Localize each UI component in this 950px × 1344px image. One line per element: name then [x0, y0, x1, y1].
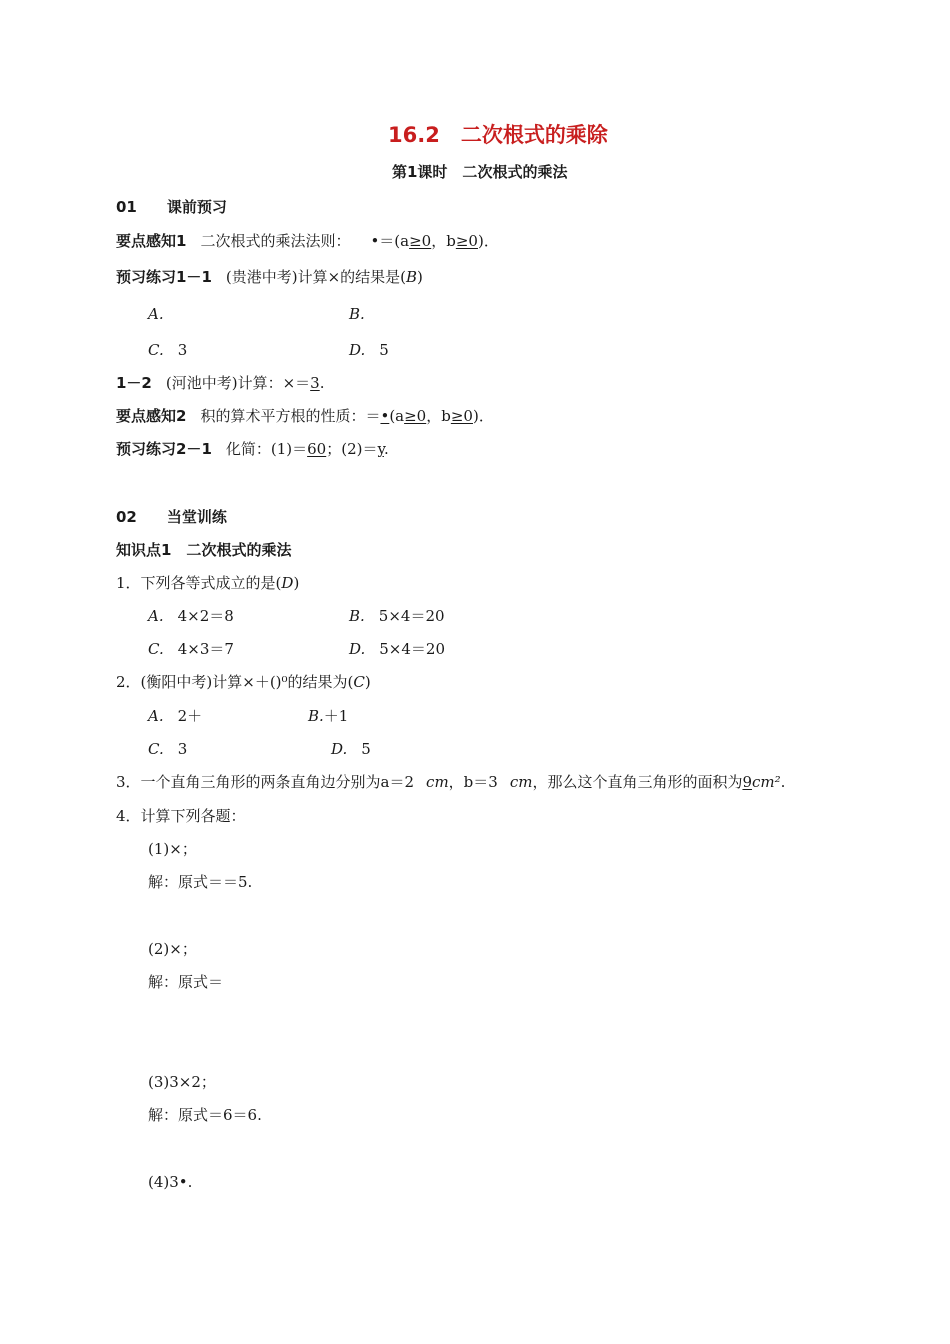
question-stem: 1．下列各等式成立的是(	[116, 574, 282, 592]
exercise-label: 预习练习1－1	[116, 268, 212, 286]
period: .	[383, 440, 389, 458]
option-letter: B.	[349, 607, 365, 625]
option-d	[349, 340, 389, 360]
option-value: 5	[379, 341, 389, 359]
formula-end: (a	[389, 407, 405, 425]
option-b	[308, 706, 348, 726]
condition-b: ≥0	[450, 407, 473, 425]
option-c	[148, 639, 234, 659]
condition-b: ≥0	[455, 232, 478, 250]
answer: C	[353, 673, 365, 691]
section-title: 课前预习	[166, 198, 227, 216]
key-point-text: 积的算术平方根的性质：＝	[200, 407, 381, 425]
sub-problem-3: (3)3×2；	[148, 1073, 216, 1091]
option-a: A.	[148, 305, 164, 323]
exercise-label: 1－2	[116, 374, 152, 392]
option-letter: A.	[148, 707, 164, 725]
key-point-2	[116, 406, 494, 426]
page-subtitle: 第1课时 二次根式的乘法	[392, 163, 568, 181]
option-value: 3	[177, 740, 188, 758]
page-title: 16.2 二次根式的乘除	[388, 123, 608, 147]
option-b: B.	[349, 305, 365, 323]
option-d	[331, 739, 371, 759]
option-letter: D.	[349, 341, 366, 359]
formula-mid: ，b	[431, 232, 456, 250]
sub-problem-2: (2)×；	[148, 940, 197, 958]
question-4: 4．计算下列各题：	[116, 807, 246, 825]
exercise-2-1	[116, 439, 389, 459]
paren-close: )	[364, 673, 371, 691]
formula: •	[380, 407, 390, 425]
sub-problem-1: (1)×；	[148, 840, 197, 858]
exercise-label: 预习练习2－1	[116, 440, 212, 458]
option-c	[148, 340, 187, 360]
period: .	[319, 374, 325, 392]
condition-a: ≥0	[404, 407, 427, 425]
question-tail: ，那么这个直角三角形的面积为	[532, 773, 743, 791]
option-d	[349, 639, 445, 659]
option-letter: C.	[148, 640, 164, 658]
solution-3: 解：原式＝6＝6.	[148, 1106, 262, 1124]
answer: 3	[310, 374, 320, 392]
exercise-1-2	[116, 373, 324, 393]
option-value: 4×2＝8	[177, 607, 234, 625]
option-letter: A.	[148, 607, 164, 625]
question-stem: 2．(衡阳中考)计算×＋()⁰的结果为(	[116, 673, 354, 691]
option-value: 5	[361, 740, 371, 758]
condition-a: ≥0	[409, 232, 432, 250]
question-1	[116, 573, 299, 593]
key-point-1	[116, 231, 499, 251]
formula-mid: ，b	[426, 407, 451, 425]
exercise-mid: ；(2)＝	[326, 440, 378, 458]
option-letter: C.	[148, 740, 164, 758]
paren-close: )	[293, 574, 300, 592]
solution-1: 解：原式＝＝5.	[148, 873, 253, 891]
unit: cm²	[752, 773, 781, 791]
answer-1: 60	[307, 440, 327, 458]
question-mid: ，b＝3	[448, 773, 498, 791]
section-heading-training	[116, 507, 227, 527]
option-letter: C.	[148, 341, 164, 359]
formula: •＝(a	[370, 232, 410, 250]
option-value: 2＋	[177, 707, 203, 725]
unit: cm	[509, 773, 533, 791]
question-3	[116, 772, 785, 792]
answer: B	[406, 268, 418, 286]
exercise-text: (河池中考)计算：×＝	[165, 374, 311, 392]
solution-2: 解：原式＝	[148, 973, 224, 991]
question-2	[116, 672, 371, 692]
option-value: ＋1	[323, 707, 349, 725]
knowledge-point-heading: 知识点1 二次根式的乘法	[116, 541, 292, 559]
sub-problem-4: (4)3•.	[148, 1173, 193, 1191]
period: .	[780, 773, 786, 791]
exercise-1-1	[116, 267, 423, 287]
section-heading-preview	[116, 197, 227, 217]
formula-end: )．	[477, 232, 499, 250]
exercise-text: (贵港中考)计算×的结果是(	[225, 268, 407, 286]
option-c	[148, 739, 187, 759]
option-value: 5×4＝20	[379, 640, 446, 658]
key-point-text: 二次根式的乘法法则：	[200, 232, 351, 250]
option-letter: D.	[349, 640, 366, 658]
answer: 9	[742, 773, 753, 791]
key-point-label: 要点感知1	[116, 232, 187, 250]
option-letter: D.	[331, 740, 348, 758]
paren-close: )	[417, 268, 423, 286]
option-value: 5×4＝20	[378, 607, 445, 625]
formula-close: )．	[472, 407, 494, 425]
option-letter: B.	[308, 707, 324, 725]
question-stem: 3．一个直角三角形的两条直角边分别为a＝2	[116, 773, 415, 791]
answer: D	[281, 574, 294, 592]
section-number: 01	[116, 198, 137, 216]
option-value: 4×3＝7	[177, 640, 234, 658]
section-title: 当堂训练	[166, 508, 227, 526]
key-point-label: 要点感知2	[116, 407, 187, 425]
option-value: 3	[177, 341, 188, 359]
option-b	[349, 606, 445, 626]
answer-2: y	[377, 440, 384, 458]
option-a	[148, 606, 234, 626]
unit: cm	[426, 773, 449, 791]
exercise-text: 化简：(1)＝	[225, 440, 308, 458]
section-number: 02	[116, 508, 137, 526]
option-a	[148, 706, 202, 726]
